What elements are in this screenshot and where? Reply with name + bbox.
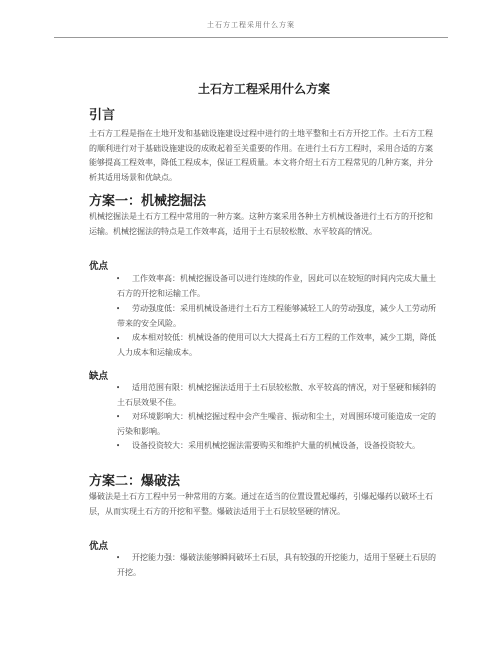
plan-1-pros-heading: 优点 <box>89 261 109 272</box>
running-header: 土石方工程采用什么方案 <box>207 21 295 29</box>
bullet-icon: • <box>116 305 121 313</box>
bullet-icon: • <box>116 275 121 283</box>
plan-1-paragraph: 机械挖掘法是土石方工程中常用的一种方案。这种方案采用各种土方机械设备进行土石方的开挖和运输。机械挖掘法的特点是工作效率高，适用于土石层较松散、水平较高的情况。 <box>89 212 433 236</box>
plan-1-con-item: 适用范围有限：机械挖掘法适用于土石层较松散、水平较高的情况，对于坚硬和倾斜的土石层效果不佳。 <box>117 383 436 407</box>
section-heading-plan-2: 方案二：爆破法 <box>89 474 181 489</box>
bullet-icon: • <box>116 442 121 450</box>
bullet-icon: • <box>116 413 121 421</box>
document-title: 土石方工程采用什么方案 <box>197 82 330 96</box>
section-heading-intro: 引言 <box>89 108 116 123</box>
section-heading-plan-1: 方案一：机械挖掘法 <box>89 194 207 209</box>
bullet-icon: • <box>116 335 121 343</box>
plan-1-pro-item: 工作效率高：机械挖掘设备可以进行连续的作业，因此可以在较短的时间内完成大量土石方的开挖和运输工作。 <box>117 274 436 298</box>
plan-2-pro-item: 开挖能力强：爆破法能够瞬间破坏土石层，具有较强的开挖能力，适用于坚硬土石层的开挖。 <box>117 553 436 577</box>
bullet-icon: • <box>116 554 121 562</box>
plan-1-con-item: 设备投资较大：采用机械挖掘法需要购买和维护大量的机械设备，设备投资较大。 <box>132 441 420 450</box>
plan-1-con-item: 对环境影响大：机械挖掘过程中会产生噪音、振动和尘土，对周围环境可能造成一定的污染和影响。 <box>117 412 436 436</box>
plan-1-pro-item: 劳动强度低：采用机械设备进行土石方工程能够减轻工人的劳动强度，减少人工劳动所带来的安全风险。 <box>117 304 436 328</box>
bullet-icon: • <box>116 384 121 392</box>
intro-paragraph: 土石方工程是指在土地开发和基础设施建设过程中进行的土地平整和土石方开挖工作。土石方工程的顺利进行对于基础设施建设的成败起着至关重要的作用。在进行土石方工程时，采用合适的方案能够提高工程效率，降低工程成本，保证工程质量。本文将介绍土石方工程常见的几种方案，并分析其适用场景和优缺点。 <box>89 129 433 182</box>
plan-1-cons-heading: 缺点 <box>89 371 109 382</box>
plan-2-pros-heading: 优点 <box>89 541 109 552</box>
header-divider <box>54 37 448 38</box>
plan-2-paragraph: 爆破法是土石方工程中另一种常用的方案。通过在适当的位置设置起爆药，引爆起爆药以破坏土石层，从而实现土石方的开挖和平整。爆破法适用于土石层较坚硬的情况。 <box>89 492 433 516</box>
plan-1-pro-item: 成本相对较低：机械设备的使用可以大大提高土石方工程的工作效率，减少工期，降低人力成本和运输成本。 <box>117 333 436 357</box>
